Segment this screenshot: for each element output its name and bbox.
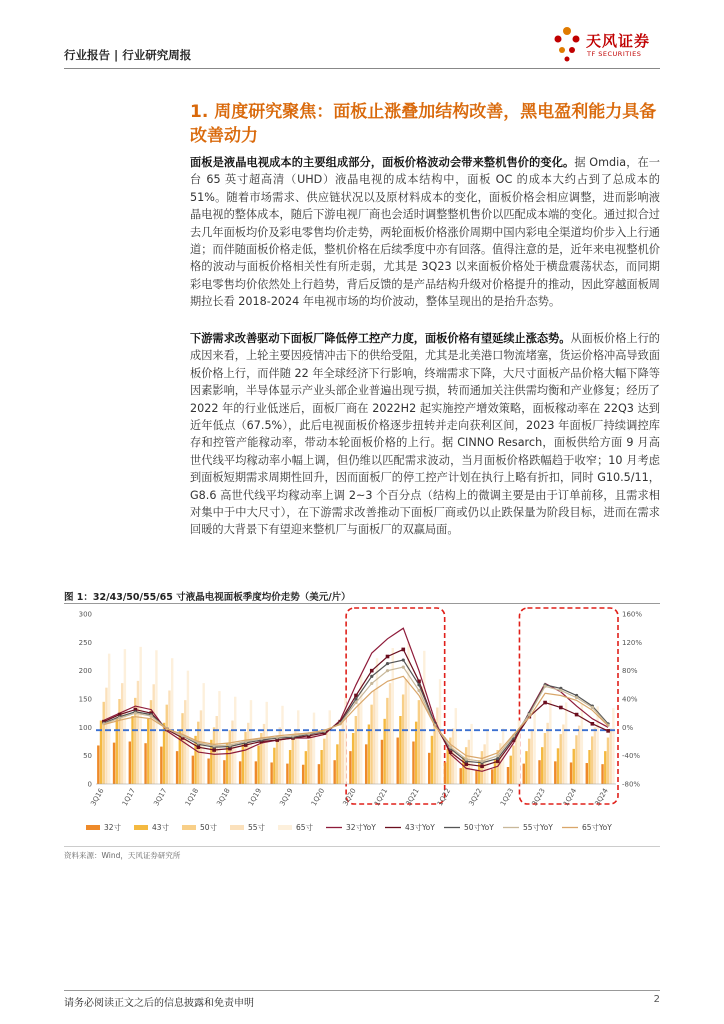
- bar-43寸-3Q22: [478, 760, 480, 784]
- legend-label: 43寸YoY: [405, 823, 435, 832]
- bar-55寸-3Q17: [168, 691, 170, 785]
- marker-55寸YoY-1Q17: [134, 712, 137, 715]
- figure-source: 资料来源：Wind，天风证券研究所: [64, 851, 181, 860]
- right-tick-label: 120%: [622, 638, 643, 647]
- section-title: 1. 周度研究聚焦：面板止涨叠加结构改善，黑电盈利能力具备改善动力: [190, 102, 657, 146]
- bar-32寸-2Q21: [396, 738, 398, 784]
- bar-50寸-3Q18: [229, 730, 231, 784]
- bar-32寸-3Q21: [412, 742, 414, 785]
- bar-32寸-3Q19: [286, 764, 288, 784]
- bar-55寸-4Q18: [247, 723, 249, 784]
- bar-43寸-3Q20: [352, 733, 354, 784]
- bar-32寸-3Q23: [538, 760, 540, 784]
- paragraph-body: 从面板价格上行的成因来看，上轮主要因疫情冲击下的供给受阻，尤其是北美港口物流堵塞，货运价格冲高导致面板价格上行，而伴随 22 年全球经济下行影响，终端需求下降，大尺寸面板产品价格大幅下降等因素影响，半导体显示产业头部企业普遍出现亏损，转而通加关注供需均衡和产业修复；经历了 2022 年的行业低迷后，面板厂商在 2022H2 起实施控产增效策略，面板稼动率在 22Q3 达到近年低点（67.5%），此后电视面板价格逐步扭转并走向获利区间，2023 年面板厂持续调控库存和控管产能稼动率，带动本轮面板价格的上行。据 CINNO Resarch，面板供给方面 9 月高世代线平均稼动率小幅上调，但仍维以匹配需求波动，当月面板价格跌幅趋于收窄；10 月考虑到面板短期需求周期性回升，因而面板厂的停工控产计划在执行上略有折扣，同时 G10.5/11，G8.6 高世代线平均稼动率上调 2~3 个百分点（结构上的微调主要是由于订单前移，且需求相对集中于中大尺寸），在下游需求改善推动下面板厂商或仍以止跌保量为阶段目标，进而在需求回暖的大背景下有望迎来整机厂与面板厂的双赢局面。: [190, 332, 660, 537]
- x-tick-label: 1Q19: [246, 787, 264, 808]
- bar-65寸-2Q22: [470, 724, 472, 784]
- legend-label: 55寸: [248, 823, 266, 832]
- marker-55寸YoY-4Q16: [118, 717, 121, 720]
- right-tick-label: 80%: [622, 667, 638, 676]
- x-tick-label: 3Q22: [467, 787, 484, 808]
- marker-43寸YoY-3Q24: [606, 729, 610, 733]
- breadcrumb: 行业报告 | 行业研究周报: [64, 48, 192, 62]
- logo-mark-icon: [550, 24, 584, 64]
- bar-43寸-4Q16: [116, 717, 118, 784]
- x-tick-label: 3Q19: [278, 787, 295, 808]
- bar-50寸-4Q23: [559, 734, 561, 784]
- bar-50寸-3Q17: [166, 705, 168, 784]
- company-logo: [550, 24, 660, 68]
- bar-65寸-2Q19: [281, 706, 283, 784]
- bar-32寸-4Q19: [302, 765, 304, 784]
- bar-50寸-4Q21: [433, 719, 435, 784]
- bar-32寸-4Q18: [239, 761, 241, 784]
- legend-swatch-50寸: [182, 825, 196, 830]
- bar-55寸-3Q20: [357, 704, 359, 784]
- bar-65寸-1Q20: [329, 710, 331, 784]
- bar-65寸-2Q24: [596, 706, 598, 784]
- marker-55寸YoY-2Q17: [150, 714, 153, 717]
- right-tick-label: 0%: [622, 723, 634, 732]
- bar-55寸-1Q24: [578, 726, 580, 784]
- marker-55寸YoY-3Q20: [354, 701, 357, 704]
- bar-32寸-1Q24: [570, 762, 572, 784]
- bar-43寸-1Q17: [131, 716, 133, 784]
- bar-50寸-1Q24: [575, 735, 577, 784]
- marker-43寸YoY-1Q22: [449, 750, 453, 754]
- bar-65寸-3Q24: [612, 708, 614, 784]
- marker-50寸YoY-3Q21: [417, 683, 420, 686]
- bar-32寸-2Q20: [333, 760, 335, 784]
- bar-43寸-3Q24: [604, 751, 606, 784]
- paragraph-body: 据 Omdia，在一台 65 英寸超高清（UHD）液晶电视的成本结构中，面板 OC 的成本大约占到了总成本的 51%。随着市场需求、供应链状况以及原材料成本的变化，面板价格会相应调整，进而影响液晶电视的整体成本，随后下游电视厂商也会适时调整整机售价以匹配成本端的变化。通过拟合过去几年面板均价及彩电零售均价走势，两轮面板价格涨价周期中国内彩电全渠道均价步入上行通道；而伴随面板价格走低，整机价格在后续季度中亦有回落。值得注意的是，近年来电视整机价格的波动与面板价格相关性有所走弱，尤其是 3Q23 以来面板价格处于横盘震荡状态，而同期彩电零售均价依然处上行趋势，背后反馈的是产品结构升级对价格提升的推动，因此穿越面板周期拉长看 2018-2024 年电视市场的均价波动，整体呈现出的是抬升态势。: [190, 156, 660, 309]
- legend-label: 50寸: [200, 823, 218, 832]
- x-tick-label: 3Q21: [404, 787, 421, 808]
- bar-32寸-4Q21: [428, 753, 430, 784]
- marker-55寸YoY-1Q21: [386, 669, 389, 672]
- left-tick-label: 250: [78, 638, 92, 647]
- bar-43寸-2Q21: [399, 716, 401, 784]
- logo-text-cn: 天风证券: [586, 32, 651, 50]
- right-tick-label: 40%: [622, 695, 638, 704]
- panel-price-chart: [64, 604, 660, 844]
- legend-swatch-43寸: [134, 825, 148, 830]
- left-tick-label: 100: [78, 723, 92, 732]
- bar-32寸-1Q22: [444, 762, 446, 784]
- marker-55寸YoY-2Q22: [465, 758, 468, 761]
- report-header: [64, 32, 660, 69]
- x-tick-label: 1Q23: [498, 787, 516, 808]
- bar-32寸-3Q22: [475, 770, 477, 784]
- marker-43寸YoY-3Q23: [543, 701, 547, 705]
- bar-65寸-1Q18: [202, 683, 204, 784]
- legend-swatch-55寸: [230, 825, 244, 830]
- paragraph-lead: 下游需求改善驱动下面板厂降低停工控产力度，面板价格有望延续止涨态势。: [190, 332, 571, 345]
- marker-55寸YoY-3Q21: [417, 689, 420, 692]
- bar-65寸-1Q19: [266, 702, 268, 784]
- bar-43寸-4Q21: [431, 736, 433, 784]
- marker-55寸YoY-4Q23: [559, 689, 562, 692]
- bar-50寸-1Q23: [512, 745, 514, 784]
- marker-55寸YoY-3Q23: [543, 685, 546, 688]
- marker-55寸YoY-3Q18: [228, 743, 231, 746]
- x-tick-label: 1Q18: [183, 787, 201, 808]
- bar-43寸-4Q17: [179, 730, 181, 784]
- x-tick-label: 3Q18: [215, 787, 232, 808]
- bar-50寸-3Q23: [544, 733, 546, 784]
- bar-43寸-2Q17: [147, 719, 149, 784]
- bar-43寸-2Q20: [336, 744, 338, 784]
- x-tick-label: 3Q20: [341, 787, 358, 808]
- bar-55寸-1Q19: [263, 724, 265, 784]
- bar-55寸-1Q20: [326, 730, 328, 784]
- bar-55寸-3Q22: [483, 744, 485, 784]
- bar-32寸-1Q21: [381, 740, 383, 784]
- bar-55寸-4Q19: [310, 732, 312, 784]
- bar-65寸-3Q23: [549, 700, 551, 784]
- bar-55寸-2Q24: [594, 727, 596, 784]
- bar-50寸-2Q20: [339, 730, 341, 784]
- bar-32寸-1Q23: [507, 767, 509, 784]
- x-tick-label: 1Q20: [309, 787, 327, 808]
- bar-50寸-3Q21: [418, 700, 420, 784]
- bar-32寸-2Q17: [144, 743, 146, 784]
- bar-43寸-2Q19: [273, 748, 275, 784]
- marker-43寸YoY-3Q22: [480, 764, 484, 768]
- bar-43寸-3Q23: [541, 747, 543, 784]
- bar-32寸-2Q22: [460, 768, 462, 784]
- marker-50寸YoY-4Q22: [496, 757, 499, 760]
- bar-32寸-2Q18: [207, 759, 209, 785]
- bar-32寸-1Q19: [255, 761, 257, 784]
- marker-50寸YoY-1Q21: [386, 662, 389, 665]
- bar-55寸-1Q23: [515, 738, 517, 784]
- bar-50寸-4Q20: [370, 705, 372, 784]
- bar-65寸-1Q21: [392, 648, 394, 784]
- bar-50寸-3Q20: [355, 716, 357, 784]
- bar-50寸-4Q19: [307, 740, 309, 784]
- bar-50寸-3Q16: [103, 702, 105, 784]
- bar-43寸-4Q23: [557, 748, 559, 784]
- bar-32寸-4Q17: [176, 751, 178, 784]
- marker-55寸YoY-3Q22: [480, 760, 483, 763]
- marker-55寸YoY-2Q21: [402, 666, 405, 669]
- legend-swatch-32寸: [86, 825, 100, 830]
- right-tick-label: 160%: [622, 610, 643, 619]
- bar-32寸-3Q24: [601, 764, 603, 784]
- marker-50寸YoY-2Q21: [402, 658, 405, 661]
- legend-label: 32寸YoY: [346, 823, 376, 832]
- bar-65寸-3Q19: [297, 710, 299, 784]
- left-tick-label: 0: [87, 780, 92, 789]
- bar-43寸-4Q19: [305, 751, 307, 784]
- x-tick-label: 3Q23: [530, 787, 547, 808]
- bar-43寸-1Q21: [383, 719, 385, 784]
- bar-65寸-3Q21: [423, 651, 425, 784]
- footer-divider: [64, 990, 660, 991]
- bar-50寸-2Q24: [591, 736, 593, 784]
- bar-55寸-3Q23: [546, 723, 548, 784]
- bar-55寸-1Q21: [389, 683, 391, 784]
- bar-55寸-1Q17: [137, 681, 139, 784]
- bar-32寸-1Q17: [129, 742, 131, 785]
- marker-43寸YoY-2Q21: [401, 648, 405, 652]
- paragraph-demand: [190, 330, 660, 539]
- bar-50寸-1Q20: [323, 739, 325, 784]
- x-tick-label: 3Q17: [152, 787, 169, 808]
- bar-55寸-2Q17: [153, 684, 155, 784]
- bar-43寸-3Q17: [163, 723, 165, 784]
- bar-65寸-1Q17: [139, 647, 141, 784]
- x-tick-label: 1Q17: [120, 787, 138, 808]
- bar-43寸-1Q23: [510, 756, 512, 784]
- right-tick-label: -40%: [622, 752, 641, 761]
- paragraph-lead: 面板是液晶电视成本的主要组成部分，面板价格波动会带来整机售价的变化。: [190, 156, 575, 169]
- bar-32寸-3Q16: [97, 745, 99, 784]
- left-tick-label: 50: [83, 752, 92, 761]
- right-tick-label: -80%: [622, 780, 641, 789]
- bar-43寸-2Q23: [525, 751, 527, 784]
- legend-label: 55寸YoY: [523, 823, 553, 832]
- bar-65寸-4Q23: [565, 702, 567, 784]
- marker-43寸YoY-2Q24: [591, 722, 595, 726]
- page-number: 2: [653, 994, 660, 1005]
- bar-50寸-3Q19: [292, 739, 294, 784]
- bar-43寸-2Q24: [588, 750, 590, 784]
- left-tick-label: 300: [78, 610, 92, 619]
- marker-43寸YoY-1Q24: [575, 713, 579, 717]
- bar-65寸-4Q19: [313, 713, 315, 784]
- figure-title: 图 1：32/43/50/55/65 寸液晶电视面板季度均价走势（美元/片）: [64, 592, 351, 603]
- bar-65寸-2Q23: [533, 709, 535, 784]
- bar-50寸-2Q21: [402, 694, 404, 784]
- legend-swatch-65寸: [278, 825, 292, 830]
- x-tick-label: 3Q24: [593, 787, 610, 808]
- bar-32寸-2Q23: [523, 764, 525, 784]
- bar-55寸-3Q16: [105, 688, 107, 784]
- bar-32寸-2Q19: [270, 762, 272, 784]
- left-tick-label: 200: [78, 667, 92, 676]
- x-tick-label: 3Q16: [89, 787, 106, 808]
- bar-32寸-4Q20: [365, 744, 367, 784]
- bar-43寸-4Q20: [368, 725, 370, 785]
- bar-32寸-3Q18: [223, 760, 225, 784]
- bar-32寸-2Q24: [586, 763, 588, 784]
- bar-65寸-1Q24: [581, 704, 583, 784]
- bar-65寸-4Q20: [376, 658, 378, 784]
- bar-55寸-2Q23: [531, 730, 533, 784]
- legend-label: 65寸: [296, 823, 314, 832]
- marker-43寸YoY-1Q21: [386, 655, 390, 659]
- marker-55寸YoY-2Q24: [591, 706, 594, 709]
- bar-32寸-1Q18: [192, 756, 194, 784]
- legend-label: 65寸YoY: [582, 823, 612, 832]
- bar-32寸-4Q22: [491, 769, 493, 784]
- source-divider: [64, 846, 660, 847]
- bar-50寸-1Q21: [386, 698, 388, 784]
- bar-43寸-1Q19: [257, 745, 259, 784]
- marker-55寸YoY-4Q20: [370, 682, 373, 685]
- bar-43寸-1Q20: [320, 750, 322, 784]
- x-tick-label: 1Q22: [435, 787, 453, 808]
- footer-disclaimer: 请务必阅读正文之后的信息披露和免责申明: [64, 998, 254, 1009]
- paragraph-panel-cost: [190, 154, 660, 311]
- bar-55寸-2Q21: [405, 679, 407, 784]
- marker-50寸YoY-3Q20: [354, 697, 357, 700]
- legend-label: 50寸YoY: [464, 823, 494, 832]
- bar-65寸-2Q18: [218, 691, 220, 784]
- legend-label: 32寸: [104, 823, 122, 832]
- bar-55寸-4Q21: [436, 708, 438, 785]
- bar-43寸-1Q24: [573, 749, 575, 784]
- x-tick-label: 1Q21: [372, 787, 390, 808]
- left-tick-label: 150: [78, 695, 92, 704]
- bar-50寸-2Q23: [528, 739, 530, 784]
- bar-65寸-3Q18: [234, 697, 236, 784]
- bar-50寸-4Q16: [118, 699, 120, 784]
- bar-55寸-4Q23: [562, 725, 564, 785]
- bar-50寸-3Q24: [607, 738, 609, 784]
- legend-label: 43寸: [152, 823, 170, 832]
- bar-32寸-3Q20: [349, 751, 351, 784]
- bar-65寸-4Q17: [187, 671, 189, 784]
- bar-65寸-2Q21: [407, 642, 409, 784]
- bar-50寸-2Q18: [213, 727, 215, 784]
- logo-text-en: TF SECURITIES: [587, 50, 642, 58]
- bar-55寸-4Q16: [121, 683, 123, 784]
- bar-32寸-1Q20: [318, 764, 320, 784]
- x-tick-label: 1Q24: [561, 787, 579, 808]
- bar-50寸-4Q17: [181, 713, 183, 784]
- bar-50寸-2Q19: [276, 736, 278, 784]
- marker-55寸YoY-4Q22: [496, 754, 499, 757]
- bar-65寸-3Q17: [171, 658, 173, 784]
- marker-43寸YoY-4Q20: [370, 669, 374, 673]
- marker-55寸YoY-1Q24: [575, 696, 578, 699]
- bar-32寸-3Q17: [160, 747, 162, 784]
- marker-43寸YoY-4Q23: [559, 706, 563, 710]
- bar-55寸-3Q24: [609, 728, 611, 784]
- bar-43寸-3Q19: [289, 750, 291, 784]
- bar-32寸-4Q23: [554, 761, 556, 784]
- bar-65寸-1Q22: [455, 708, 457, 784]
- marker-55寸YoY-1Q22: [449, 746, 452, 749]
- bar-43寸-1Q22: [446, 749, 448, 784]
- bar-32寸-4Q16: [113, 743, 115, 784]
- marker-50寸YoY-4Q20: [370, 675, 373, 678]
- bar-55寸-4Q20: [373, 691, 375, 785]
